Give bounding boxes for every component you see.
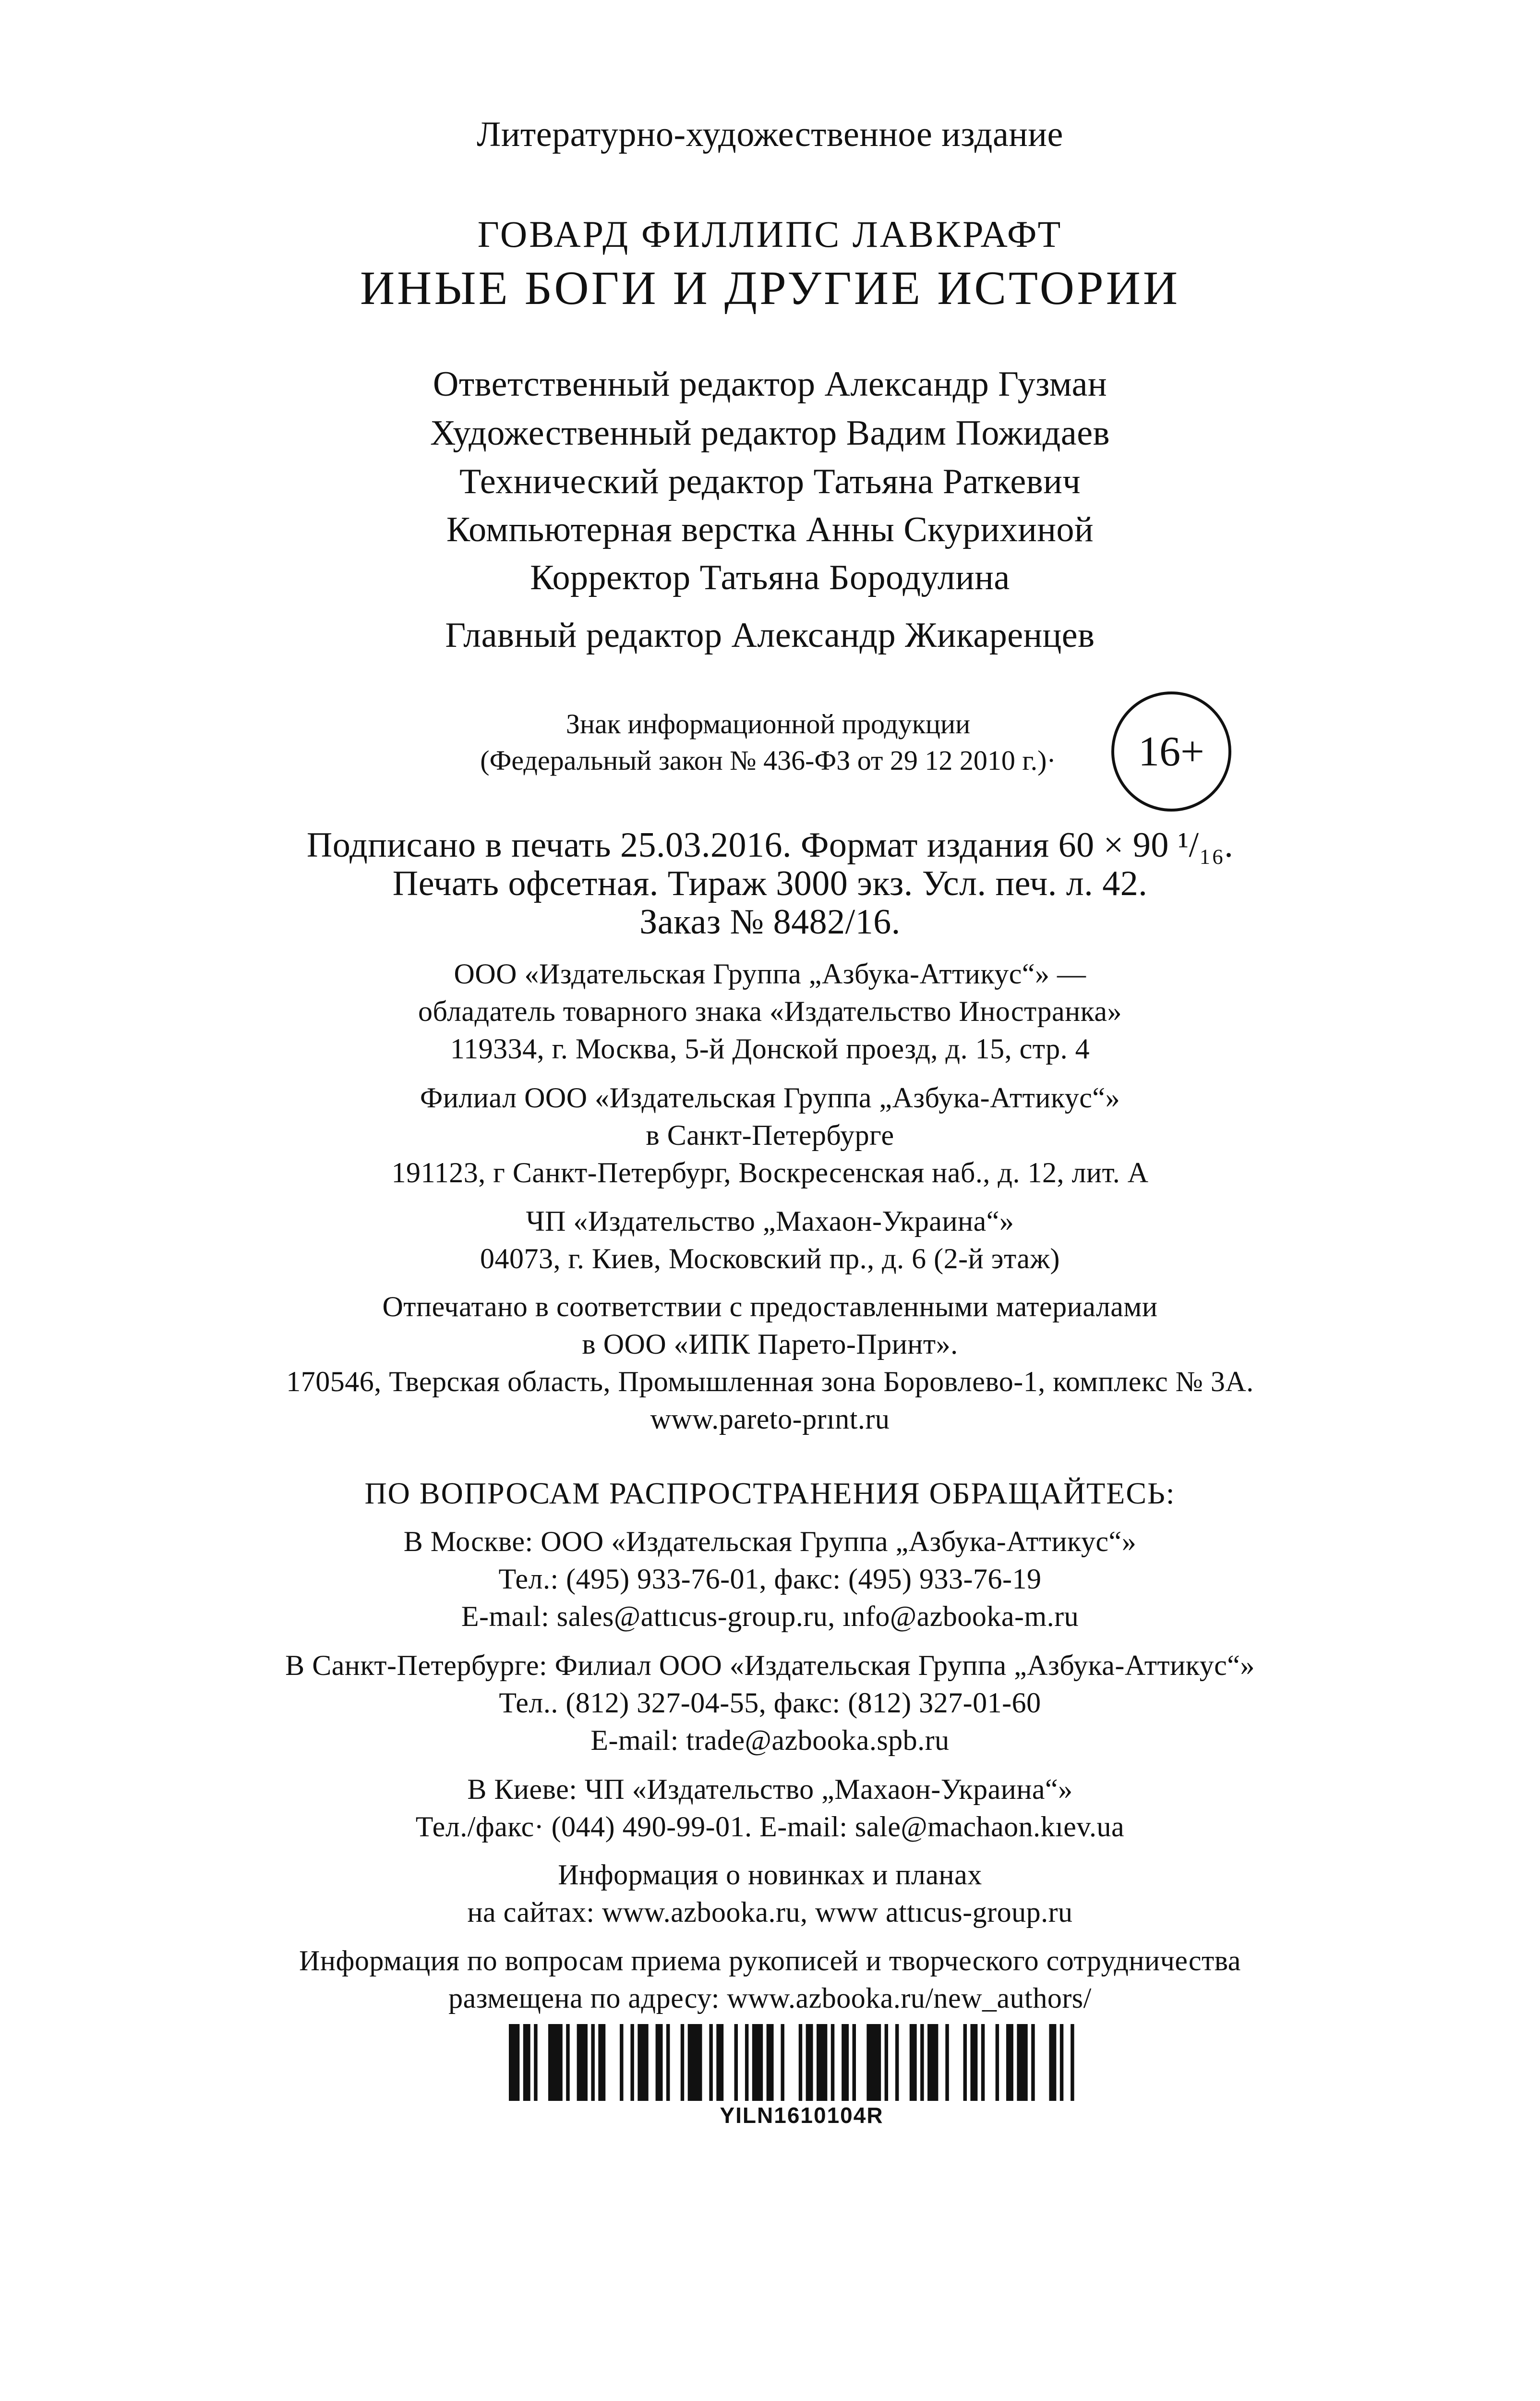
credit-line-art-editor: Художественный редактор Вадим Пожидаев <box>430 413 1110 453</box>
credit-line-editor: Ответственный редактор Александр Гузман <box>433 364 1107 404</box>
publisher-line: обладатель товарного знака «Издательство Иностранка» <box>418 995 1122 1027</box>
print-info-line: Печать офсетная. Тираж 3000 экз. Усл. печ. л. 42. <box>392 864 1148 903</box>
distribution-moscow-phone: Тел.: (495) 933-76-01, факс: (495) 933-76-19 <box>498 1563 1042 1595</box>
print-info-line: Подписано в печать 25.03.2016. Формат издания 60 × 90 ¹/₁₆. <box>306 825 1234 865</box>
branch-spb-line: Филиал ООО «Издательская Группа „Азбука-Аттикус“» <box>420 1082 1120 1114</box>
printer-address: 170546, Тверская область, Промышленная зона Боровлево-1, комплекс № 3А. <box>286 1366 1254 1397</box>
credit-line-proofreader: Корректор Татьяна Бородулина <box>530 558 1010 597</box>
barcode-block <box>509 2024 1085 2130</box>
manuscripts-info-line: Информация по вопросам приема рукописей и творческого сотрудничества <box>299 1945 1241 1977</box>
age-rating-text <box>432 706 1104 779</box>
credit-line-tech-editor: Технический редактор Татьяна Раткевич <box>459 462 1081 501</box>
printer-line: в ООО «ИПК Парето-Принт». <box>582 1328 958 1360</box>
branch-spb-line: в Санкт-Петербурге <box>646 1119 894 1151</box>
print-info-order: Заказ № 8482/16. <box>639 902 901 942</box>
book-author: ГОВАРД ФИЛЛИПС ЛАВКРАФТ <box>477 213 1063 255</box>
manuscripts-info-address: размещена по адресу: www.azbooka.ru/new_authors/ <box>448 1982 1092 2014</box>
credit-line-chief-editor: Главный редактор Александр Жикаренцев <box>445 616 1095 655</box>
news-info-line: Информация о новинках и планах <box>558 1859 982 1891</box>
age-rating-block <box>432 691 1248 816</box>
barcode-code: YILN1610104R <box>720 2103 884 2128</box>
barcode-icon <box>509 2024 1085 2101</box>
credit-line-layout: Компьютерная верстка Анны Скурихиной <box>446 510 1094 549</box>
age-rating-law: (Федеральный закон № 436-ФЗ от 29 12 2010 г.)· <box>480 745 1056 776</box>
distribution-kiev-phone: Тел./факс· (044) 490-99-01. E-mail: sale@machaon.kıev.ua <box>415 1811 1125 1843</box>
branch-kiev-address: 04073, г. Киев, Московский пр., д. 6 (2-й этаж) <box>480 1243 1060 1274</box>
printer-line: Отпечатано в соответствии с предоставленными материалами <box>382 1291 1158 1322</box>
distribution-moscow-line: В Москве: ООО «Издательская Группа „Азбука-Аттикус“» <box>403 1526 1137 1557</box>
publisher-line: ООО «Издательская Группа „Азбука-Аттикус“» — <box>454 958 1086 990</box>
publisher-address: 119334, г. Москва, 5-й Донской проезд, д. 15, стр. 4 <box>450 1033 1090 1065</box>
distribution-spb-phone: Тел.. (812) 327-04-55, факс: (812) 327-01-60 <box>499 1687 1041 1719</box>
book-title: ИНЫЕ БОГИ И ДРУГИЕ ИСТОРИИ <box>360 261 1180 315</box>
distribution-kiev-line: В Киеве: ЧП «Издательство „Махаон-Украина“» <box>467 1773 1073 1805</box>
news-info-sites: на сайтах: www.azbooka.ru, www attıcus-group.ru <box>467 1896 1073 1928</box>
distribution-moscow-email: E-maıl: sales@attıcus-group.ru, ınfo@azbooka-m.ru <box>461 1601 1079 1632</box>
age-rating-line: Знак информационной продукции <box>565 708 971 740</box>
branch-spb-address: 191123, г Санкт-Петербург, Воскресенская наб., д. 12, лит. А <box>391 1157 1149 1188</box>
edition-type: Литературно-художественное издание <box>477 115 1063 154</box>
printer-website: www.pareto-prınt.ru <box>650 1403 890 1435</box>
age-rating-badge: 16+ <box>1111 691 1231 812</box>
distribution-heading: ПО ВОПРОСАМ РАСПРОСТРАНЕНИЯ ОБРАЩАЙТЕСЬ: <box>364 1476 1176 1510</box>
distribution-spb-email: E-mail: trade@azbooka.spb.ru <box>590 1724 950 1756</box>
distribution-spb-line: В Санкт-Петербурге: Филиал ООО «Издательская Группа „Азбука-Аттикус“» <box>285 1649 1255 1681</box>
branch-kiev-line: ЧП «Издательство „Махаон-Украина“» <box>526 1205 1014 1237</box>
